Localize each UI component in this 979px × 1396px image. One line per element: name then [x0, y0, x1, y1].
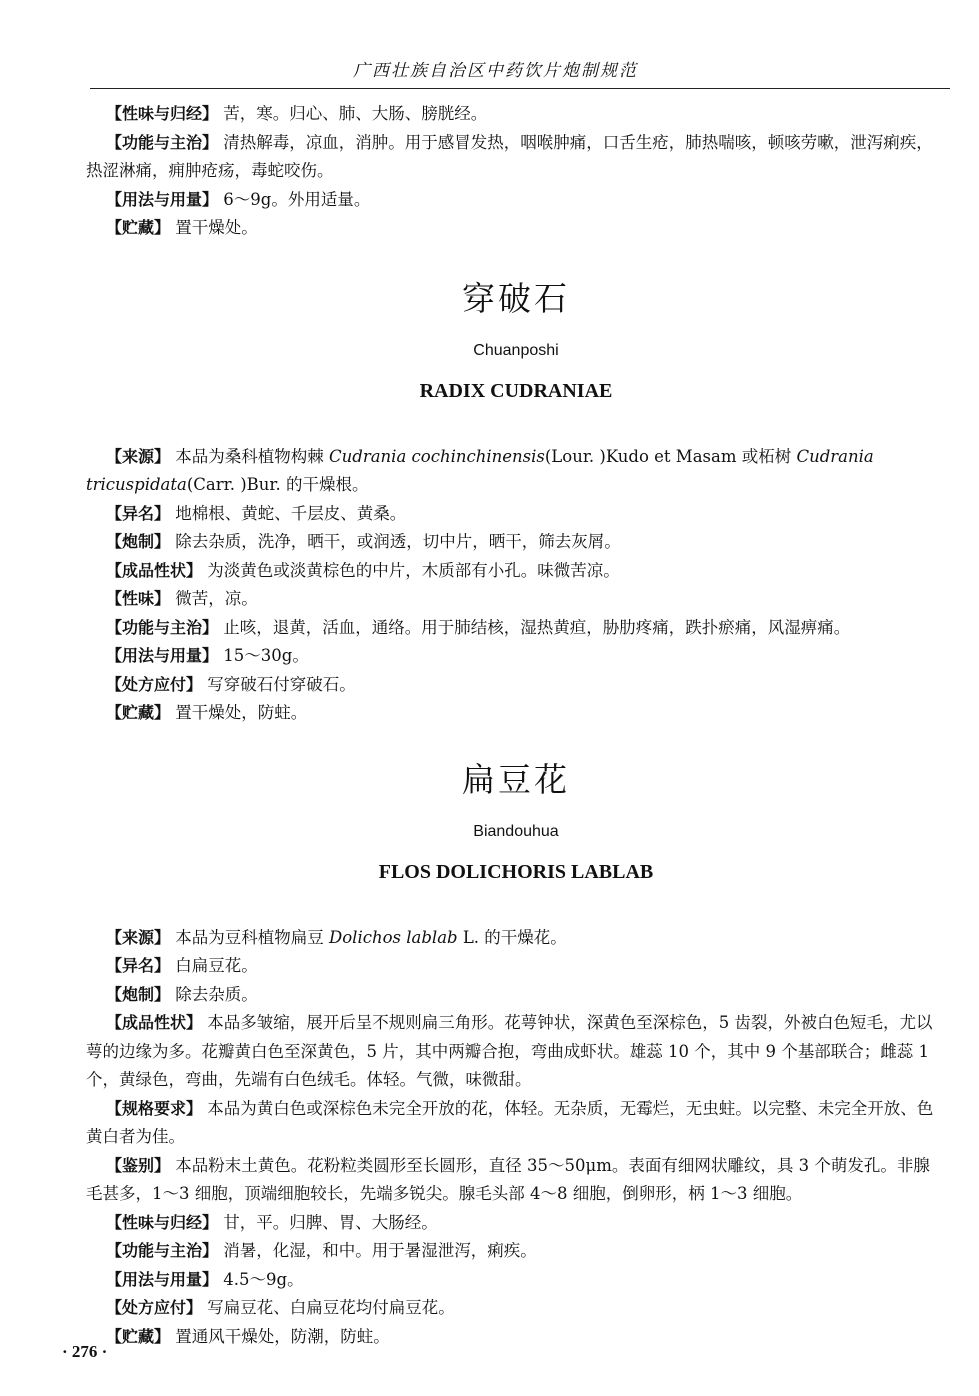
prev-entry — [86, 100, 946, 243]
entry-pinyin: Biandouhua — [473, 822, 559, 840]
page-content — [86, 100, 946, 1351]
page-header — [90, 50, 950, 89]
entry-item: 【功能与主治】 消暑，化湿，和中。用于暑湿泄泻，痢疾。 — [106, 1241, 537, 1260]
header-title: 广西壮族自治区中药饮片炮制规范 — [353, 61, 638, 81]
entry-item: 【处方应付】 写穿破石付穿破石。 — [106, 674, 356, 694]
prev-item: 【性味与归经】 苦，寒。归心、肺、大肠、膀胱经。 — [106, 104, 488, 123]
entry-latin-name: FLOS DOLICHORIS LABLAB — [378, 860, 654, 883]
entry-item: 【用法与用量】 15～30g。 — [106, 646, 309, 665]
entry-item: 【用法与用量】 4.5～9g。 — [106, 1269, 304, 1289]
prev-item: 【用法与用量】 6～9g。外用适量。 — [106, 189, 371, 209]
entry-title: 扁豆花 — [462, 759, 570, 799]
entry-source: 【来源】 本品为豆科植物扁豆 Dolichos lablab L. 的干燥花。 — [106, 927, 567, 947]
entry-item: 【异名】 地棉根、黄蛇、千层皮、黄桑。 — [106, 503, 407, 523]
entry-item: 【规格要求】 本品为黄白色或深棕色未完全开放的花，体轻。无杂质，无霉烂，无虫蛀。以完整、未完全开放、色黄白者为佳。 — [86, 1098, 934, 1146]
entry-item: 【炮制】 除去杂质，洗净，晒干，或润透，切中片，晒干，筛去灰屑。 — [106, 532, 621, 551]
prev-item: 【贮藏】 置干燥处。 — [106, 218, 258, 237]
entry-pinyin: Chuanposhi — [473, 341, 559, 359]
entry-item: 【鉴别】 本品粉末土黄色。花粉粒类圆形至长圆形，直径 35～50μm。表面有细网状雕纹，具 3 个萌发孔。非腺毛甚多，1～3 细胞，顶端细胞较长，先端多锐尖。腺毛头部 4～8 细胞，倒卵形，柄 1～3 细胞。 — [86, 1155, 930, 1203]
entry-biandouhua — [86, 754, 946, 1352]
entry-item: 【成品性状】 为淡黄色或淡黄棕色的中片，木质部有小孔。味微苦凉。 — [106, 560, 620, 580]
entry-item: 【炮制】 除去杂质。 — [106, 984, 258, 1004]
prev-item: 【功能与主治】 清热解毒，凉血，消肿。用于感冒发热，咽喉肿痛，口舌生疮，肺热喘咳，顿咳劳嗽，泄泻痢疾，热涩淋痛，痈肿疮疡，毒蛇咬伤。 — [86, 132, 933, 180]
entry-item: 【处方应付】 写扁豆花、白扁豆花均付扁豆花。 — [106, 1298, 455, 1317]
entry-item: 【功能与主治】 止咳，退黄，活血，通络。用于肺结核，湿热黄疸，胁肋疼痛，跌扑瘀痛，风湿痹痛。 — [106, 617, 851, 637]
entry-source: 【来源】 本品为桑科植物构棘 Cudrania cochinchinensis(Lour. )Kudo et Masam 或柘树 Cudrania tricuspidata(Carr. )Bur. 的干燥根。 — [86, 446, 874, 494]
entry-item: 【贮藏】 置通风干燥处，防潮，防蛀。 — [106, 1326, 390, 1346]
entry-item: 【性味与归经】 甘，平。归脾、胃、大肠经。 — [106, 1212, 438, 1232]
entry-item: 【贮藏】 置干燥处，防蛀。 — [106, 703, 308, 722]
entry-title: 穿破石 — [462, 278, 570, 318]
entry-item: 【成品性状】 本品多皱缩，展开后呈不规则扁三角形。花萼钟状，深黄色至深棕色，5 齿裂，外被白色短毛，尤以萼的边缘为多。花瓣黄白色至深黄色，5 片，其中两瓣合抱，弯曲成虾状。雄蕊 10 个，其中 9 个基部联合；雌蕊 1 个，黄绿色，弯曲，先端有白色绒毛。体轻。气微，味微甜。 — [86, 1013, 933, 1089]
entry-item: 【异名】 白扁豆花。 — [106, 956, 258, 975]
entry-chuanposhi — [86, 273, 946, 728]
entry-latin-name: RADIX CUDRANIAE — [419, 379, 613, 402]
page-number: · 276 · — [62, 1342, 108, 1361]
entry-item: 【性味】 微苦，凉。 — [106, 589, 258, 608]
